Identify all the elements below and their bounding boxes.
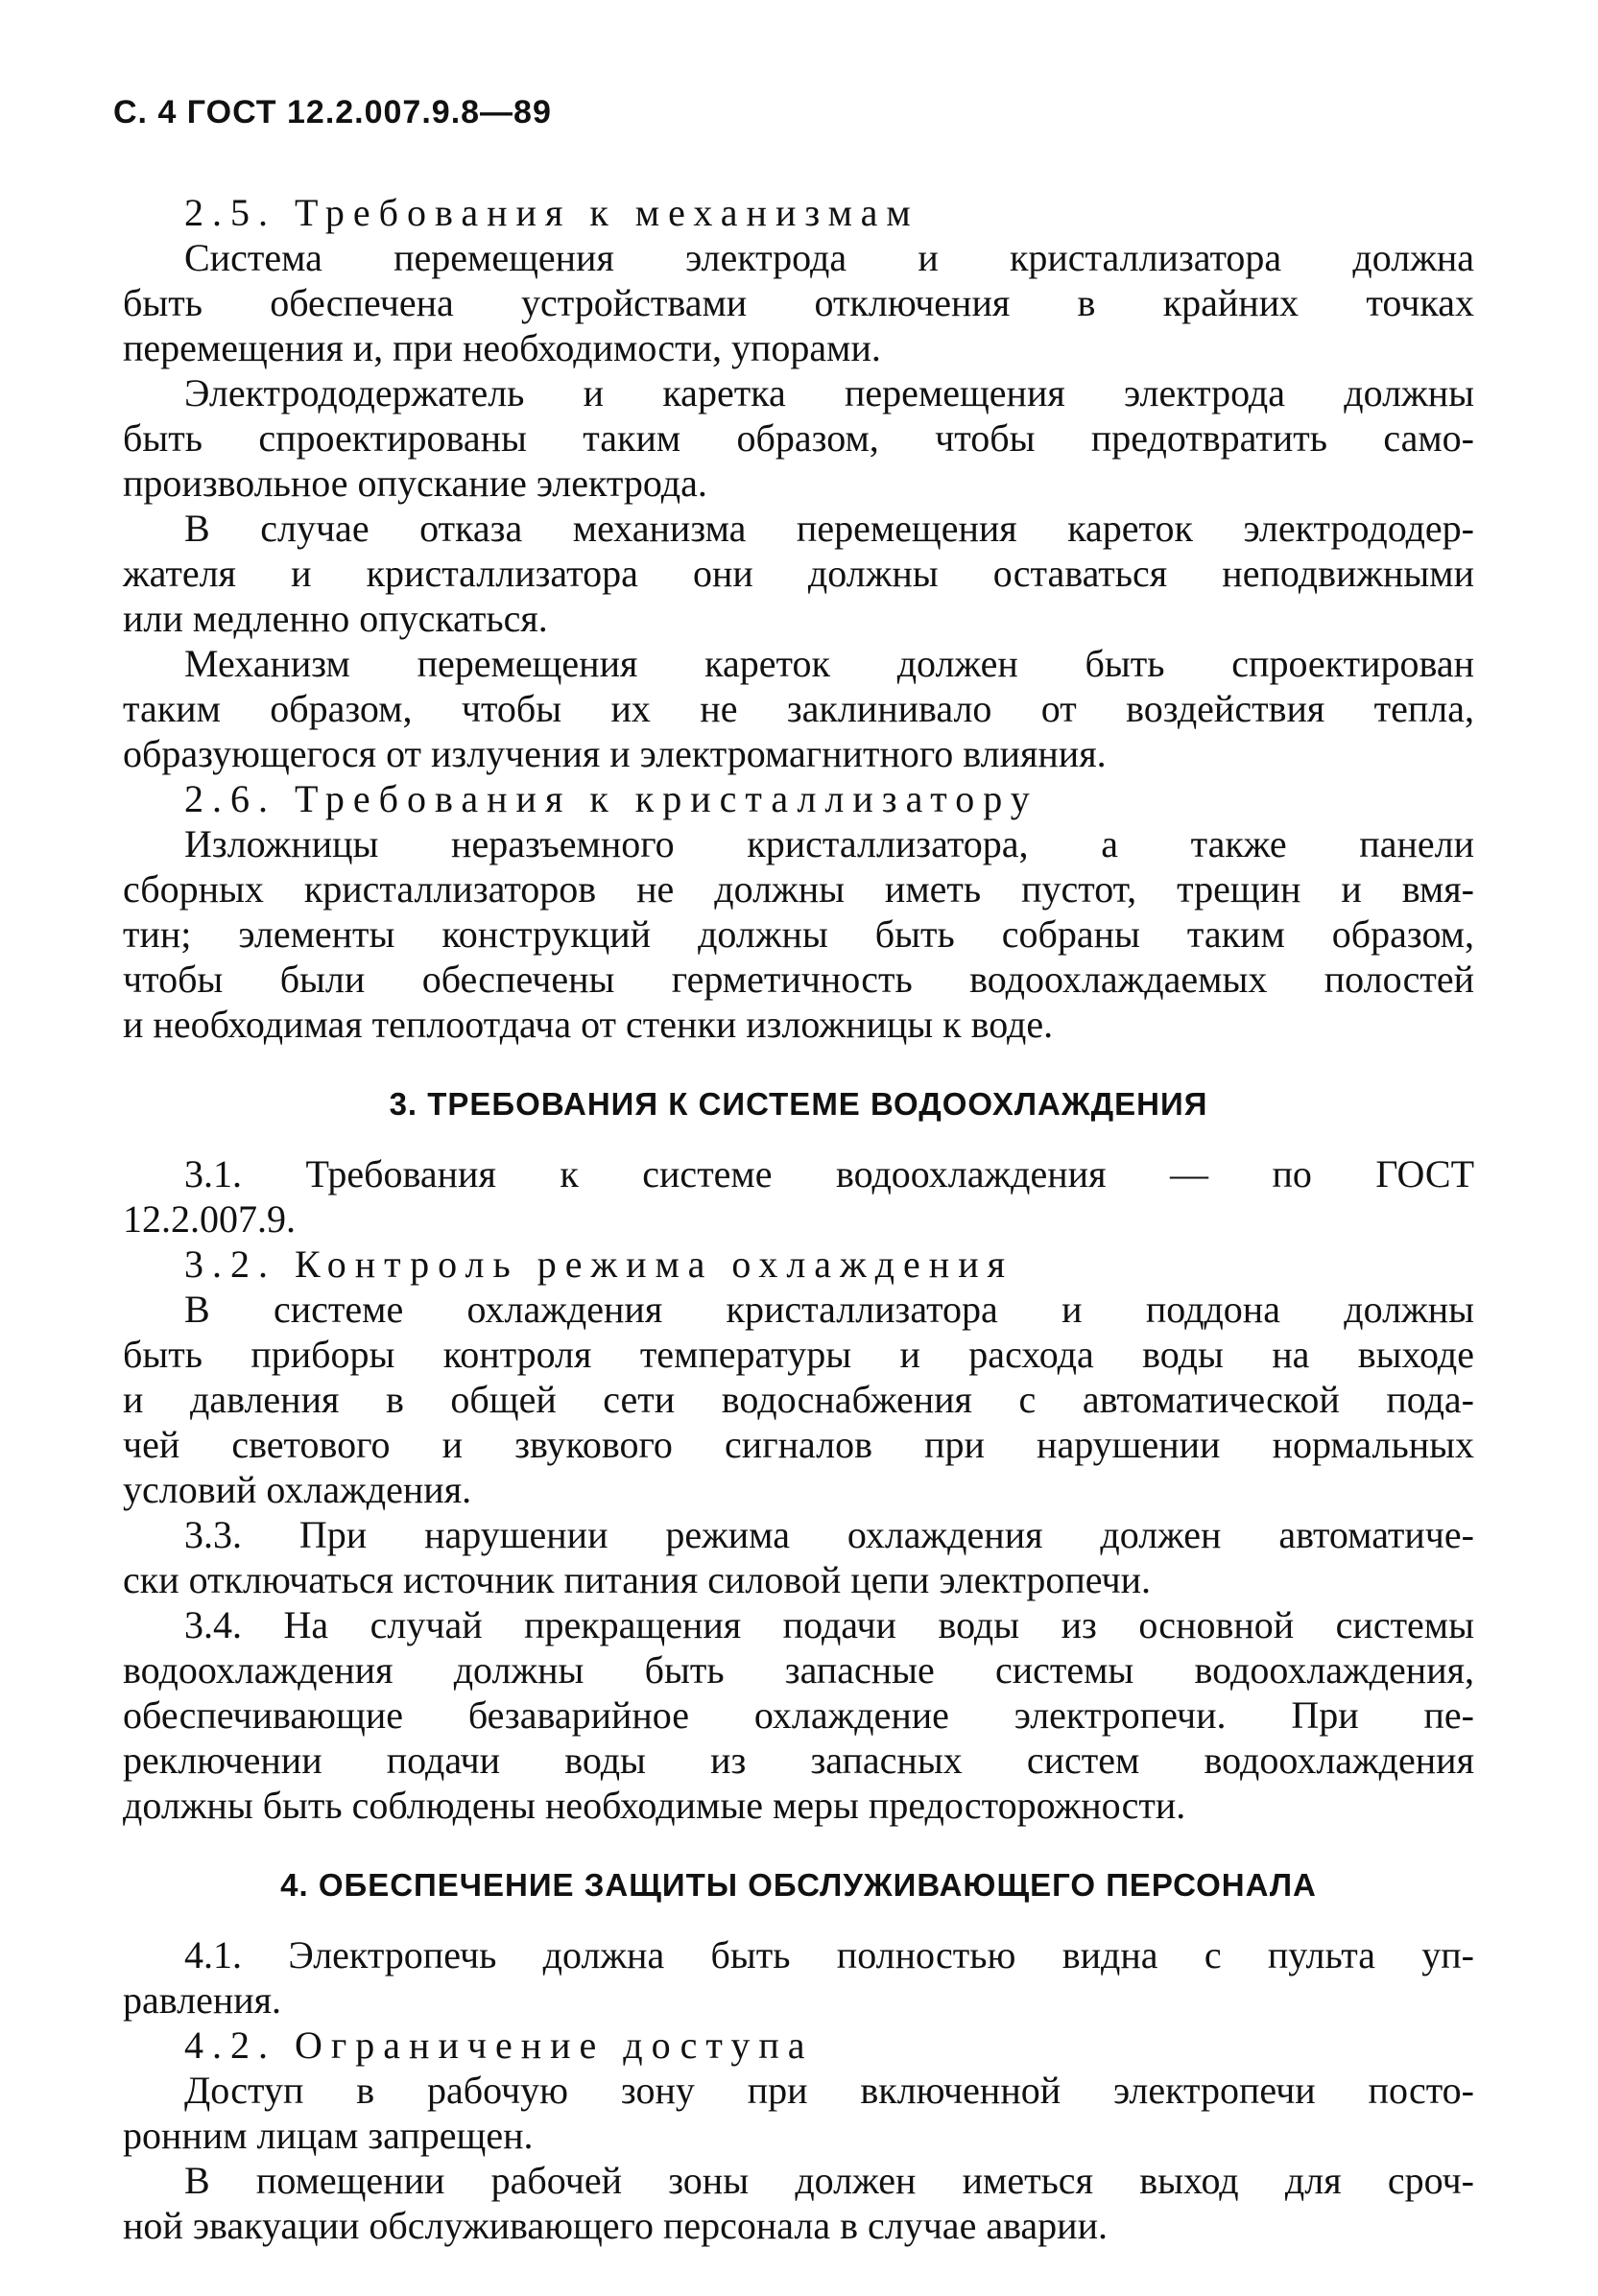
text-line: быть спроектированы таким образом, чтобы предотвратить само- bbox=[123, 416, 1474, 460]
text-line: равления. bbox=[123, 1978, 282, 2022]
text-line: произвольное опускание электрода. bbox=[123, 462, 707, 505]
text-line: чей светового и звукового сигналов при нарушении нормальных bbox=[123, 1423, 1474, 1466]
subsection-title-2-6: 2.6. Требования к кристаллизатору bbox=[184, 777, 1038, 820]
text-line: Система перемещения электрода и кристаллизатора должна bbox=[184, 236, 1474, 279]
text-line: образующегося от излучения и электромагнитного влияния. bbox=[123, 732, 1107, 775]
text-line: Электрододержатель и каретка перемещения электрода должны bbox=[184, 371, 1474, 414]
text-line: обеспечивающие безаварийное охлаждение электропечи. При пе- bbox=[123, 1693, 1474, 1737]
text-line: 3.4. На случай прекращения подачи воды из основной системы bbox=[184, 1603, 1474, 1646]
subsection-title-2-5: 2.5. Требования к механизмам bbox=[184, 191, 919, 234]
paragraph-3-1 bbox=[123, 1151, 1474, 1242]
text-line: Механизм перемещения кареток должен быть спроектирован bbox=[184, 642, 1474, 685]
text-line: ной эвакуации обслуживающего персонала в случае аварии. bbox=[123, 2204, 1108, 2247]
text-line: должны быть соблюдены необходимые меры предосторожности. bbox=[123, 1784, 1186, 1827]
page-header: С. 4 ГОСТ 12.2.007.9.8—89 bbox=[113, 94, 552, 130]
text-line: ронним лицам запрещен. bbox=[123, 2114, 534, 2157]
paragraph-2-5-2 bbox=[123, 370, 1474, 506]
text-line: В системе охлаждения кристаллизатора и поддона должны bbox=[184, 1288, 1474, 1331]
text-line: быть приборы контроля температуры и расхода воды на выходе bbox=[123, 1333, 1474, 1376]
text-line: 3.3. При нарушении режима охлаждения должен автоматиче- bbox=[184, 1513, 1474, 1556]
paragraph-4-1 bbox=[123, 1932, 1474, 2023]
text-line: ски отключаться источник питания силовой цепи электропечи. bbox=[123, 1558, 1152, 1601]
section-title-4: 4. ОБЕСПЕЧЕНИЕ ЗАЩИТЫ ОБСЛУЖИВАЮЩЕГО ПЕРСОНАЛА bbox=[280, 1867, 1317, 1903]
text-line: чтобы были обеспечены герметичность водоохлаждаемых полостей bbox=[123, 958, 1474, 1001]
text-line: или медленно опускаться. bbox=[123, 597, 548, 640]
text-line: реключении подачи воды из запасных систем водоохлаждения bbox=[123, 1739, 1474, 1782]
text-line: условий охлаждения. bbox=[123, 1468, 472, 1511]
text-line: В случае отказа механизма перемещения кареток электрододер- bbox=[184, 507, 1474, 550]
paragraph-2-5-4 bbox=[123, 641, 1474, 776]
paragraph-3-3 bbox=[123, 1512, 1474, 1602]
text-line: 12.2.007.9. bbox=[123, 1197, 296, 1241]
paragraph-4-2 bbox=[123, 2068, 1474, 2158]
document-body bbox=[123, 190, 1474, 2248]
subsection-title-3-2: 3.2. Контроль режима охлаждения bbox=[184, 1243, 1014, 1286]
paragraph-2-5-1 bbox=[123, 235, 1474, 370]
text-line: В помещении рабочей зоны должен иметься выход для сроч- bbox=[184, 2159, 1474, 2202]
text-line: и необходимая теплоотдача от стенки изложницы к воде. bbox=[123, 1003, 1054, 1046]
paragraph-3-4 bbox=[123, 1602, 1474, 1828]
text-line: таким образом, чтобы их не заклинивало от воздействия тепла, bbox=[123, 687, 1474, 730]
section-title-3: 3. ТРЕБОВАНИЯ К СИСТЕМЕ ВОДООХЛАЖДЕНИЯ bbox=[389, 1086, 1208, 1122]
text-line: жателя и кристаллизатора они должны оставаться неподвижными bbox=[123, 552, 1474, 595]
text-line: водоохлаждения должны быть запасные системы водоохлаждения, bbox=[123, 1648, 1474, 1692]
text-line: и давления в общей сети водоснабжения с автоматической пода- bbox=[123, 1378, 1474, 1421]
paragraph-4-3 bbox=[123, 2158, 1474, 2248]
text-line: быть обеспечена устройствами отключения в крайних точках bbox=[123, 281, 1474, 324]
paragraph-3-2 bbox=[123, 1287, 1474, 1512]
text-line: Изложницы неразъемного кристаллизатора, а также панели bbox=[184, 822, 1474, 865]
paragraph-2-6-1 bbox=[123, 821, 1474, 1047]
text-line: тин; элементы конструкций должны быть собраны таким образом, bbox=[123, 912, 1474, 956]
text-line: 4.1. Электропечь должна быть полностью видна с пульта уп- bbox=[184, 1933, 1474, 1976]
paragraph-2-5-3 bbox=[123, 506, 1474, 641]
text-line: сборных кристаллизаторов не должны иметь пустот, трещин и вмя- bbox=[123, 867, 1474, 911]
text-line: перемещения и, при необходимости, упорами. bbox=[123, 326, 881, 369]
text-line: 3.1. Требования к системе водоохлаждения — по ГОСТ bbox=[184, 1152, 1474, 1195]
subsection-title-4-2: 4.2. Ограничение доступа bbox=[184, 2024, 814, 2067]
text-line: Доступ в рабочую зону при включенной электропечи посто- bbox=[184, 2069, 1474, 2112]
